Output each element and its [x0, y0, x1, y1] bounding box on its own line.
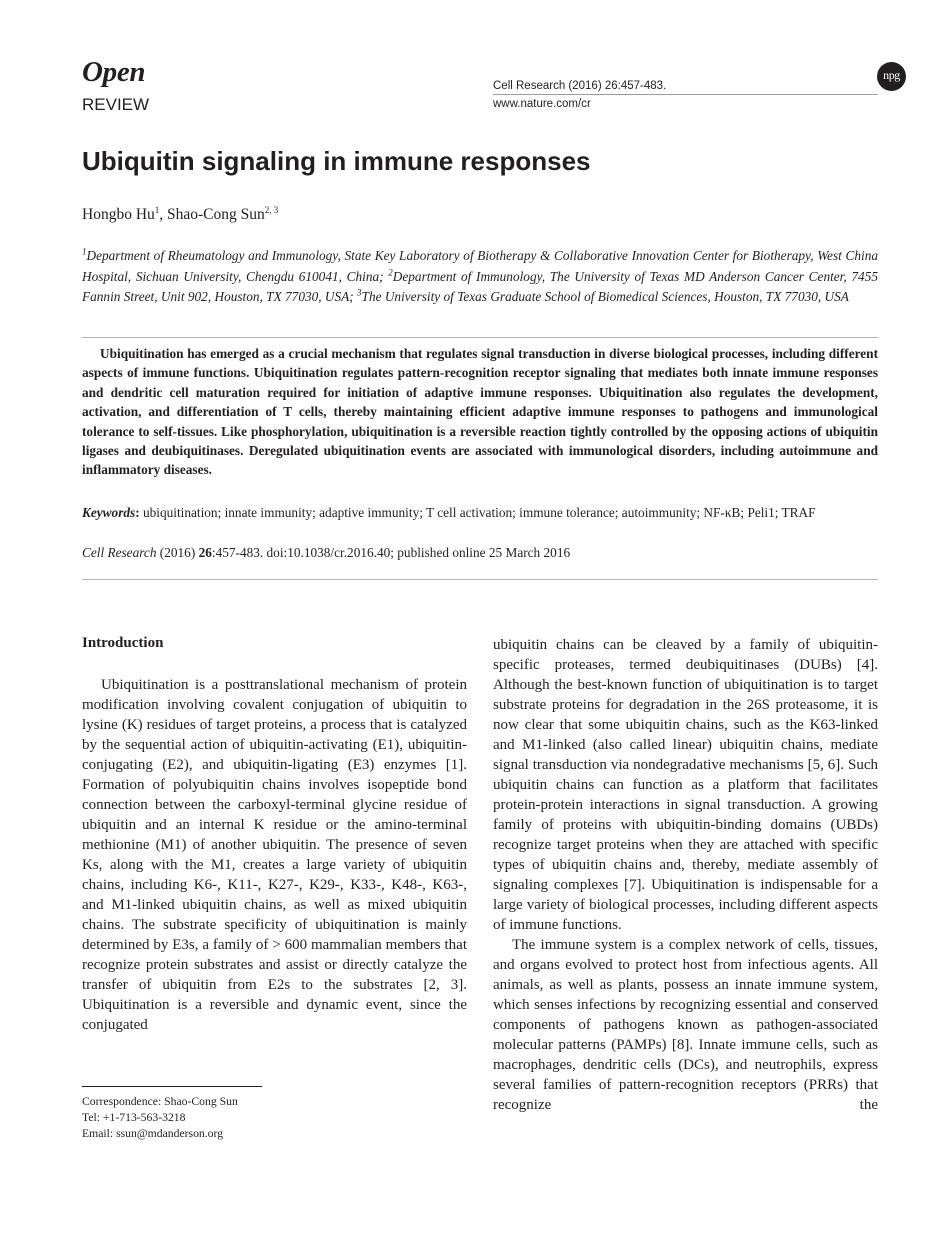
paragraph: Ubiquitination is a posttranslational mechanism of protein modification involving covalent conjugation of ubiquitin to lysine (K) residues of target proteins, a process that is catalyzed by the sequential action of ubiquitin-activating (E1), ubiquitin-conjugating (E2), and ubiquitin-ligating (E3) enzymes [1]. Formation of polyubiquitin chains involves isopeptide bond connection between the carboxyl-terminal glycine residue of ubiquitin and an internal K residue or the amino-terminal methionine (M1) of another ubiquitin. The presence of seven Ks, along with the M1, creates a large variety of ubiquitin chains, including K6-, K11-, K27-, K29-, K33-, K48-, K63-, and M1-linked ubiquitin chains, as well as mixed ubiquitin chains. The substrate specificity of ubiquitination is mainly determined by E3s, a family of > 600 mammalian members that recognize protein substrates and assist or directly catalyze the transfer of ubiquitin from E2s to the substrates [2, 3]. Ubiquitination is a reversible and dynamic event, since the conjugated	[82, 677, 467, 1033]
keywords: Keywords: ubiquitination; innate immunity; adaptive immunity; T cell activation; immune tolerance; autoimmunity; NF-κB; Peli1; TRAF	[82, 505, 816, 520]
correspondence-footnote	[82, 1094, 238, 1142]
author-name: Shao-Cong Sun	[167, 206, 265, 223]
journal-citation: Cell Research (2016) 26:457-483.	[493, 80, 667, 92]
article-title: Ubiquitin signaling in immune responses	[82, 146, 591, 176]
author-affiliation-marker: 2, 3	[264, 204, 279, 215]
journal-url[interactable]: www.nature.com/cr	[493, 98, 591, 110]
journal-meta	[493, 77, 666, 113]
citation-volume: 26	[198, 545, 212, 560]
article-type-label: REVIEW	[82, 95, 150, 114]
paragraph: The immune system is a complex network of cells, tissues, and organs evolved to protect host from infectious agents. All animals, as well as plants, possess an innate immune system, which senses infections by recognizing essential and conserved components of pathogens known as pathogen-associated molecular patterns (PAMPs) [8]. Innate immune cells, such as macrophages, dendritic cells (DCs), and neutrophils, express several families of pattern-recognition receptors (PRRs) that recognize the	[493, 937, 878, 1113]
correspondence-email[interactable]: Email: ssun@mdanderson.org	[82, 1127, 224, 1140]
affiliation-marker: 3	[357, 287, 362, 298]
keywords-label: Keywords	[82, 505, 136, 520]
affiliation-text: The University of Texas Graduate School of Biomedical Sciences, Houston, TX 77030, USA	[361, 289, 849, 305]
affiliation-marker: 2	[388, 267, 393, 278]
author-list: Hongbo Hu$^1$, Shao-Cong Sun$^{2, 3}$	[82, 204, 279, 223]
correspondence-phone: Tel: +1-713-563-3218	[82, 1111, 186, 1124]
correspondence-name: Correspondence: Shao-Cong Sun	[82, 1095, 238, 1108]
abstract-bottom-divider	[82, 579, 878, 580]
affiliation-text: Department of Immunology, The University of Texas MD Anderson Cancer Center, 7455 Fannin Street, Unit 902, Houston, TX 77030, USA;	[82, 268, 878, 305]
abstract: Ubiquitination has emerged as a crucial mechanism that regulates signal transduction in diverse biological processes, including different aspects of immune functions. Ubiquitination regulates pattern-recognition receptor signaling that mediates both innate immune responses and dendritic cell maturation required for initiation of adaptive immune responses. Ubiquitination also regulates the development, activation, and differentiation of T cells, thereby maintaining efficient adaptive immune responses to pathogens and immunological tolerance to self-tissues. Like phosphorylation, ubiquitination is a reversible reaction tightly controlled by the opposing actions of ubiquitin ligases and deubiquitinases. Deregulated ubiquitination events are associated with immunological disorders, including autoimmune and inflammatory diseases.	[82, 346, 878, 478]
footnote-rule	[82, 1086, 262, 1087]
npg-logo-icon: npg	[877, 62, 906, 91]
header-rule	[493, 94, 878, 95]
section-heading-introduction: Introduction	[82, 635, 164, 651]
keywords-list: ubiquitination; innate immunity; adaptive immunity; T cell activation; immune tolerance; autoimmunity; NF-κB; Peli1; TRAF	[142, 505, 816, 520]
affiliation-marker: 1	[82, 246, 87, 257]
left-column	[82, 675, 467, 1035]
affiliations	[82, 246, 878, 308]
author-affiliation-marker: 1	[154, 204, 160, 215]
citation-details: :457-483. doi:10.1038/cr.2016.40; published online 25 March 2016	[211, 545, 571, 560]
citation-journal: Cell Research	[82, 545, 157, 560]
author-name: Hongbo Hu	[82, 206, 155, 223]
citation-year: (2016)	[156, 545, 199, 560]
open-access-logo: Open	[82, 56, 146, 88]
right-column	[493, 635, 878, 1115]
abstract-top-divider	[82, 337, 878, 338]
citation-line	[82, 545, 878, 561]
affiliation-text: Department of Rheumatology and Immunology, State Key Laboratory of Biotherapy & Collaborative Innovation Center for Biotherapy, West China Hospital, Sichuan University, Chengdu 610041, China;	[82, 248, 878, 284]
paragraph: ubiquitin chains can be cleaved by a family of ubiquitin-specific proteases, termed deubiquitinases (DUBs) [4]. Although the best-known function of ubiquitination is to target substrate proteins for degradation in the 26S proteasome, it is now clear that some ubiquitin chains, such as the K63-linked and M1-linked (also called linear) ubiquitin chains, mediate signal transduction via nondegradative mechanisms [5, 6]. Such ubiquitin chains can function as a platform that facilitates protein-protein interactions in signal transduction. A growing family of proteins with ubiquitin-binding domains (UBDs) recognize target proteins when they are attached with specific types of ubiquitin chains and, thereby, mediate assembly of signaling complexes [7]. Ubiquitination is indispensable for a large variety of biological processes, including different aspects of immune functions.	[493, 637, 878, 933]
